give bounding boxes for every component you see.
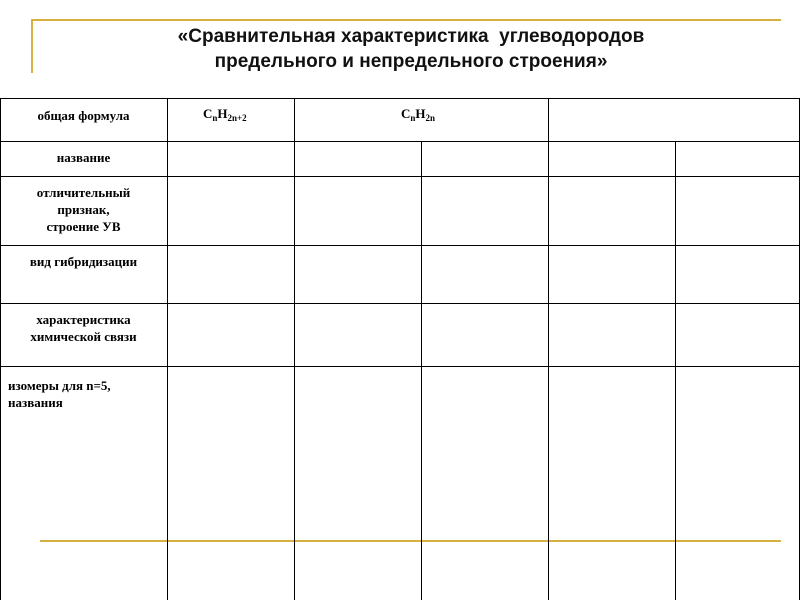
accent-line-left bbox=[31, 19, 33, 73]
table-vline bbox=[0, 98, 1, 600]
row-label-formula: общая формула bbox=[37, 108, 130, 123]
table-vline bbox=[675, 141, 676, 600]
accent-line-bottom bbox=[40, 540, 781, 542]
row-label-bond-line: химической связи bbox=[30, 329, 137, 344]
table-vline bbox=[294, 98, 295, 600]
table-vline bbox=[548, 98, 549, 600]
table-hline bbox=[0, 141, 800, 142]
table-hline bbox=[0, 245, 800, 246]
row-label-distinct bbox=[2, 184, 165, 235]
accent-line-top bbox=[31, 19, 781, 21]
page-title bbox=[40, 24, 782, 74]
row-label-isomers-line: изомеры для n=5, bbox=[8, 378, 111, 393]
table-vline bbox=[167, 98, 168, 600]
row-label-bond-line: характеристика bbox=[36, 312, 131, 327]
row-label-distinct-line: признак, bbox=[57, 202, 110, 217]
row-label-distinct-line: отличительный bbox=[36, 185, 131, 200]
table-hline bbox=[0, 98, 800, 99]
row-label-isomers-line: названия bbox=[8, 395, 63, 410]
table-hline bbox=[0, 366, 800, 367]
formula-saturated: $C_nH_{2n+2}$ bbox=[203, 106, 247, 123]
title-line-2: предельного и непредельного строения» bbox=[214, 51, 608, 72]
row-label-name: название bbox=[56, 150, 111, 165]
title-line-1: «Сравнительная характеристика углеводородов bbox=[177, 26, 645, 47]
table-vline bbox=[421, 141, 422, 600]
row-label-distinct-line: строение УВ bbox=[46, 219, 121, 234]
table-hline bbox=[0, 176, 800, 177]
formula-unsaturated: $C_nH_{2n}$ bbox=[401, 106, 436, 123]
row-label-bond bbox=[2, 311, 165, 345]
table-hline bbox=[0, 303, 800, 304]
row-label-isomers bbox=[8, 377, 165, 411]
row-label-hybrid: вид гибридизации bbox=[29, 254, 138, 269]
